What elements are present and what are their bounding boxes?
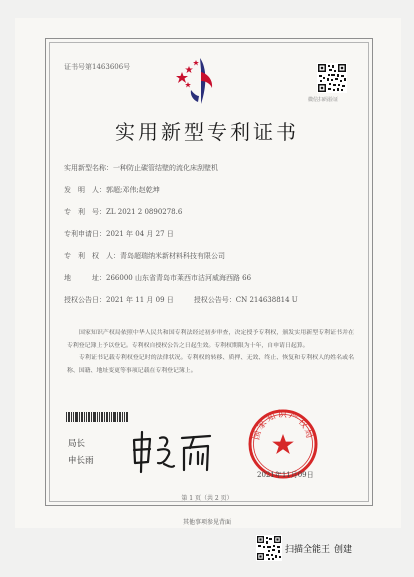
patent-office-emblem-icon xyxy=(174,54,226,108)
field-label: 专 利 号： xyxy=(64,208,106,216)
director-title: 局长 xyxy=(68,439,86,449)
field-address xyxy=(64,273,251,283)
scanner-watermark xyxy=(285,542,352,555)
verification-qr-code-icon xyxy=(317,63,347,93)
field-label: 专 利 权 人： xyxy=(64,252,120,260)
scanner-created-label: 创建 xyxy=(334,545,353,555)
page-number: 第 1 页（共 2 页） xyxy=(181,495,233,502)
field-patentee xyxy=(64,251,225,261)
body-paragraph: 专利证书记载专利权登记时的法律状况。专利权的转移、质押、无效、终止、恢复和专利权人的姓名或名称、国籍、地址变更等事项记载在专利登记簿上。 xyxy=(67,355,354,374)
field-application-date xyxy=(64,229,174,239)
field-label: 授权公告号： xyxy=(193,296,236,304)
qr-caption: 微信扫码验证 xyxy=(308,97,339,103)
field-value: 266000 山东省青岛市莱西市沽河威海西路 66 xyxy=(106,274,252,282)
field-label: 专利申请日： xyxy=(64,230,106,238)
field-value: 一种防止碳管结壁的流化床刮壁机 xyxy=(113,164,218,172)
certificate-body-text xyxy=(67,327,354,377)
certificate-title: 实用新型专利证书 xyxy=(115,120,299,144)
field-value: CN 214638814 U xyxy=(235,296,298,304)
director-signature xyxy=(128,430,214,474)
field-value: 2021 年 11 月 09 日 xyxy=(106,296,174,304)
field-label: 地 址： xyxy=(64,274,106,282)
field-label: 发 明 人： xyxy=(64,186,106,194)
field-label: 实用新型名称： xyxy=(64,164,113,172)
field-inventors xyxy=(64,185,160,195)
field-label: 授权公告日： xyxy=(64,296,106,304)
field-value: 郭超;邓伟;赵乾坤 xyxy=(106,186,160,194)
scanner-app-name: 扫描全能王 xyxy=(285,545,331,555)
field-grant-announcement xyxy=(64,295,298,305)
seal-text: 国家知识产权局 xyxy=(251,410,315,442)
field-value: 青岛超瑞纳米新材料科技有限公司 xyxy=(120,252,225,260)
field-value: 2021 年 04 月 27 日 xyxy=(106,230,174,238)
barcode-icon xyxy=(66,412,128,422)
field-utility-model-name xyxy=(64,163,218,173)
field-patent-number xyxy=(64,207,182,217)
certificate-number: 证书号第1463606号 xyxy=(64,63,131,71)
footer-note: 其他事项参见背面 xyxy=(182,519,231,526)
director-name: 申长雨 xyxy=(68,456,94,466)
field-value: ZL 2021 2 0890278.6 xyxy=(106,208,183,216)
scanner-qr-code-icon xyxy=(256,535,282,561)
body-paragraph: 国家知识产权局依照中华人民共和国专利法经过初步审查，决定授予专利权，颁发实用新型专利证书并在专利登记簿上予以登记。专利权自授权公告之日起生效。专利权期限为十年，自申请日起算。 xyxy=(67,330,354,349)
issue-date: 2021年11月09日 xyxy=(257,471,314,479)
